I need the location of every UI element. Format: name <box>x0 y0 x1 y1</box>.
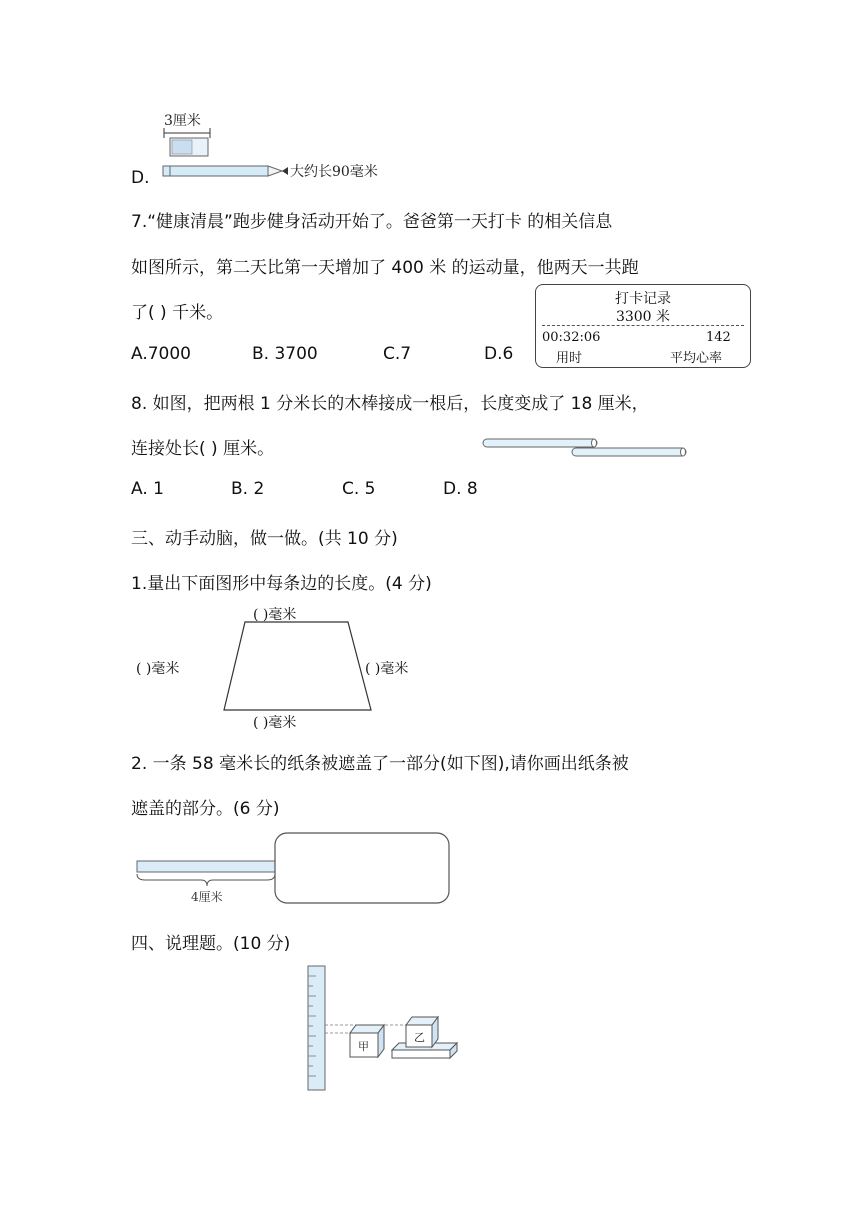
trapezoid-figure <box>220 620 376 714</box>
option-d-label: D. <box>131 168 150 188</box>
blank-right[interactable]: ( )毫米 <box>365 661 409 677</box>
q7-option-a: A.7000 <box>131 344 191 364</box>
q8-line-1: 8. 如图，把两根 1 分米长的木棒接成一根后，长度变成了 18 厘米， <box>131 394 649 414</box>
card-time-value: 00:32:06 <box>542 330 601 345</box>
q8-option-c: C. 5 <box>342 479 376 499</box>
eraser-pencil-figure <box>158 108 408 184</box>
section-3-heading: 三、动手动脑，做一做。(共 10 分) <box>131 529 398 549</box>
card-time-label: 用时 <box>556 351 583 366</box>
section-3-q1-text: 1.量出下面图形中每条边的长度。(4 分) <box>131 574 432 594</box>
checkin-record-card <box>535 284 751 368</box>
q7-line-1: 7.“健康清晨”跑步健身活动开始了。爸爸第一天打卡 的相关信息 <box>131 212 613 232</box>
card-title: 打卡记录 <box>615 291 671 307</box>
cube-yi-label: 乙 <box>414 1031 425 1044</box>
covered-strip-figure <box>133 830 453 908</box>
pencil-length-label: 大约长90毫米 <box>290 164 378 180</box>
q7-option-c: C.7 <box>383 344 412 364</box>
card-hr-label: 平均心率 <box>670 351 723 366</box>
card-divider <box>542 325 744 326</box>
blank-left[interactable]: ( )毫米 <box>136 661 180 677</box>
q8-option-a: A. 1 <box>131 479 164 499</box>
card-hr-value: 142 <box>706 330 731 345</box>
cube-jia-label: 甲 <box>358 1040 369 1053</box>
q8-option-d: D. 8 <box>443 479 478 499</box>
section-3-q2-line-1: 2. 一条 58 毫米长的纸条被遮盖了一部分(如下图),请你画出纸条被 <box>131 754 629 774</box>
q7-option-d: D.6 <box>484 344 514 364</box>
ruler-cubes-figure <box>300 962 465 1094</box>
section-3-q2-line-2: 遮盖的部分。(6 分) <box>131 799 280 819</box>
blank-bottom: ( )毫米 <box>253 715 297 731</box>
q7-line-2: 如图所示，第二天比第一天增加了 400 米 的运动量，他两天一共跑 <box>131 258 639 278</box>
blank-top[interactable]: ( )毫米 <box>253 607 297 623</box>
q7-line-3: 了( ) 千米。 <box>131 303 224 323</box>
strip-length-label: 4厘米 <box>191 890 223 904</box>
cover-box <box>275 833 449 903</box>
card-distance: 3300 米 <box>615 309 671 325</box>
section-4-heading: 四、说理题。(10 分) <box>131 934 291 954</box>
q8-line-2: 连接处长( ) 厘米。 <box>131 439 275 459</box>
q8-option-b: B. 2 <box>231 479 265 499</box>
pencil-body <box>163 166 268 176</box>
q7-option-b: B. 3700 <box>252 344 318 364</box>
eraser-length-label: 3厘米 <box>164 113 201 129</box>
joined-sticks-figure <box>480 436 692 460</box>
